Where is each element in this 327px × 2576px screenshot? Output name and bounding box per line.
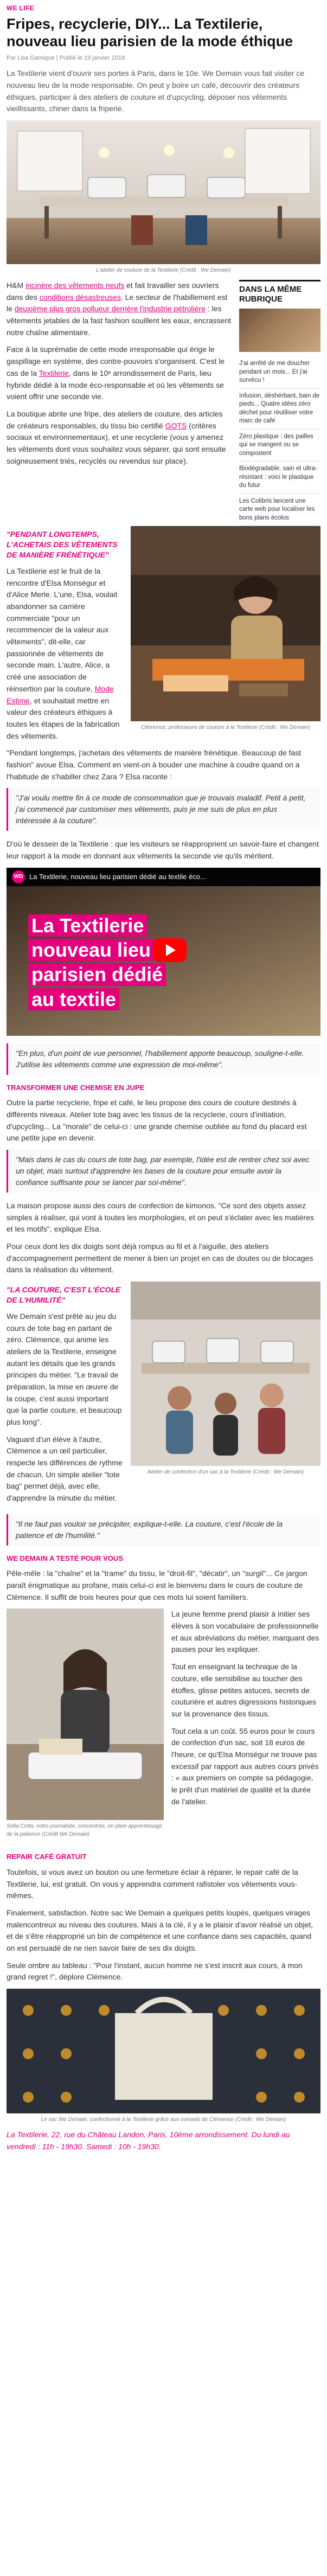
story-1-row [7, 526, 320, 747]
intro-with-sidebar [7, 280, 320, 526]
intro-paragraph-2 [7, 344, 232, 402]
photo-we-demain-bag [7, 1989, 320, 2113]
hero-photo-caption: L'atelier de couture de la Textilerie (Crédit : We Demain) [96, 267, 231, 274]
intro-p3-text-b: (critères sociaux et environnementaux), et une recyclerie (vous y amenez les vêtements dont vous souhaitez vous séparer, qui sont ensuite soigneusement triés, recyclés ou revendus sur place). [7, 421, 226, 465]
video-top-bar [7, 868, 320, 886]
section-4-paragraph-1: Toutefois, si vous avez un bouton ou une fermeture éclair à réparer, le repair café de la Textilerie, lui, est gratuit. On vous y apprendra comment rafistoler vos vêtements vous-mêmes. [7, 1867, 298, 1900]
channel-logo-icon[interactable]: WD [12, 870, 25, 883]
story-2-paragraph-1: We Demain s'est prêté au jeu du cours de tote bag en partant de zéro. Clémence, qui anime les ateliers de la Textilerie, enseigne autant les détails que les grands principes du métier. "Le travail de préparation, la mise en œuvre de la coupe, c'est aussi important que la partie couture, et beaucoup plus long". [7, 1311, 122, 1427]
sofia-sewing-illustration [7, 1609, 164, 1820]
intro-paragraph-1 [7, 280, 232, 338]
kimonos-paragraph: La maison propose aussi des cours de confection de kimonos. "Ce sont des objets assez simples à réaliser, qui vont à toutes les morphologies, et on peut s'éclater avec les matières et les motifs", explique Elsa. [7, 1201, 314, 1234]
quote-4: "Il ne faut pas vouloir se précipiter, explique-t-elle. La couture, c'est l'école de la patience et de l'humilité." [7, 1514, 320, 1546]
sidebar-heading: DANS LA MÊME RUBRIQUE [239, 285, 302, 304]
quote-2: "En plus, d'un point de vue personnel, l'habillement apporte beaucoup, souligne-t-elle. J'utilise les vêtements comme une expression de moi-même". [7, 1043, 320, 1075]
sofia-photo-caption: Sofia Cetta, notre journaliste, concentrée, en plein apprentissage de la patience (Crédit We Demain) [7, 1823, 163, 1838]
we-demain-bag-illustration [7, 1989, 320, 2113]
link-gots[interactable]: GOTS [165, 421, 187, 430]
story-1-p1-text-b: , et souhaitait mettre en valeur des créateurs éthiques à toutes les étapes de la fabrication des vêtements. [7, 696, 120, 740]
related-articles-sidebar [239, 280, 320, 526]
photo-sofia-journalist [7, 1609, 164, 1820]
video-intro-paragraph: D'où le dessein de la Textilerie : que les visiteurs se réapproprient un savoir-faire et changent leur rapport à la mode en donnant aux vêtements la seconde vie qu'ils méritent. [7, 840, 319, 861]
play-button-icon[interactable] [153, 938, 187, 962]
story-3-paragraph-3: Tout cela a un coût. 55 euros pour le cours de confection d'un sac, soit 18 euros de l'heure, ce qu'Elsa Monségur ne trouve pas excessif par rapport aux autres cours privés : « aux premiers on compte sa pédagogie, le prêt d'un matériel de qualité et la durée de l'atelier. [171, 1726, 319, 1806]
intro-column [7, 280, 232, 526]
pull-quote-2: "LA COUTURE, C'EST L'ÉCOLE DE L'HUMILITÉ" [7, 1285, 121, 1304]
link-textilerie[interactable]: Textilerie [39, 368, 69, 377]
video-overlay-title [28, 914, 166, 1013]
section-heading-teste: WE DEMAIN A TESTÉ POUR VOUS [7, 1554, 123, 1562]
quote-3: "Mais dans le cas du cours de tote bag, par exemple, l'idée est de rentrer chez soi avec un objet, mais surtout d'apprendre les bases de la couture pour ensuite avoir la confiance suffisante pour se lancer par soi-même". [7, 1150, 320, 1193]
sidebar-item-3[interactable]: Zéro plastique : des pailles qui se mangent ou se compostent [239, 430, 320, 462]
video-title-line-4: au textile [28, 988, 119, 1010]
sidebar-item-5[interactable]: Les Colibris lancent une carte web pour localiser les bons plans écolos [239, 494, 320, 527]
intro-p2-text-a: Face à la suprématie de cette mode irresponsable qui érige le gaspillage en système, des contre-pouvoirs s'organisent. C'est le cas de la [7, 345, 225, 377]
bag-photo-caption: Le sac We Demain, confectionné à la Textilerie grâce aux conseils de Clémence (Crédit : We Demain) [41, 2117, 286, 2123]
video-title-line-1: La Textilerie [28, 914, 147, 937]
footer-practical-info: La Textilerie, 22, rue du Château Landon, Paris, 10ème arrondissement. Du lundi au vendredi : 11h - 19h30. Samedi : 10h - 19h30. [7, 2130, 290, 2151]
pull-quote-1: "PENDANT LONGTEMPS, L'ACHETAIS DES VÊTEMENTS DE MANIÈRE FRÉNÉTIQUE" [7, 530, 118, 560]
link-pollueur[interactable]: deuxième plus gros pollueur derrière l'industrie pétrolière [14, 304, 206, 313]
story-3-photo-column [7, 1609, 164, 1844]
doigts-paragraph: Pour ceux dont les dix doigts sont déjà rompus au fil et à l'aiguille, des ateliers d'accompagnement permettent de mener à bien un projet en cas de doutes ou de blocages dans la réalisation du vêtement. [7, 1242, 313, 1274]
story-2-photo-column [131, 1281, 320, 1510]
article-lead: La Textilerie vient d'ouvrir ses portes à Paris, dans le 10e. We Demain vous fait visiter ce nouveau lieu de la mode responsable. On peut y boire un café, découvrir des créateurs éthiques, participer à des ateliers de couture et d'upcycling, déposer nos vêtements vieillissants, chiner dans la friperie. [7, 69, 305, 113]
hero-photo-sewing-atelier [7, 120, 320, 264]
sidebar-item-1[interactable]: J'ai arrêté de me doucher pendant un mois... Et j'ai survécu ! [239, 356, 320, 389]
link-mode-estime[interactable]: Mode Estime [7, 684, 114, 705]
section-3-paragraph: Pêle-mêle : la "chaîne" et la "trame" du tissu, le "droit-fil", "décatir", un "surgil"... Ce jargon paraît énigmatique au profane, mais celui-ci est le bienvenu dans le cours de couture de Clémence. Il suffit de trois heures pour que ces mots lui soient familiers. [7, 1569, 307, 1601]
photo-atelier-sac [131, 1281, 320, 1466]
story-2-row [7, 1281, 320, 1510]
link-incinere[interactable]: incinère des vêtements neufs [25, 281, 125, 290]
story-1-paragraph-2: "Pendant longtemps, j'achetais des vêtements de manière frénétique. Beaucoup de fast fashion" avoue Elsa. Comment en vient-on à bouder une machine à coudre quand on a l'habitude de s'habiller chez Zara ? Elsa raconte : [7, 748, 302, 781]
clemence-photo-caption: Clémence, professeure de couture à la Textilerie (Crédit : We Demain) [141, 725, 310, 731]
sidebar-item-4[interactable]: Biodégradable, sain et ultra-résistant : voici le plastique du futur [239, 462, 320, 494]
intro-p1-text-b: et fait travailler ses ouvriers dans des [7, 281, 219, 302]
story-1-text-column [7, 526, 123, 747]
video-embed[interactable] [7, 868, 320, 1036]
story-1-paragraph-1 [7, 566, 123, 742]
intro-p1-text-d: : les vêtements jetables de la fast fashion souillent les eaux, encrassent notre chaîne alimentaire. [7, 304, 232, 337]
video-title-line-2: nouveau lieu [28, 939, 154, 961]
intro-p3-text-a: La boutique abrite une fripe, des ateliers de couture, des articles de créateurs responsables, du tissu bio certifié [7, 409, 223, 430]
atelier-photo-caption: Atelier de confection d'un sac à la Textilerie (Crédit : We Demain) [147, 1469, 304, 1476]
section-heading-chemise: TRANSFORMER UNE CHEMISE EN JUPE [7, 1083, 145, 1092]
photo-clemence-teacher [131, 526, 320, 721]
story-3-paragraph-1: La jeune femme prend plaisir à initier ses élèves à son vocabulaire de professionnelle et aux abréviations du métier, marquant des pauses pour les expliquer. [171, 1610, 319, 1654]
story-3-text-column [171, 1609, 320, 1844]
intro-p1-text-a: H&M [7, 281, 25, 290]
intro-p2-text-b: , dans le 10ᵉ arrondissement de Paris, lieu hybride dédié à la mode éco-responsable et où les vêtements se voient offrir une seconde vie. [7, 368, 224, 401]
story-3-paragraph-2: Tout en enseignant la technique de la couture, elle sensibilise au toucher des étoffes, glisse petites astuces, secrets de couturière et autres digressions historiques sur la provenance des tissus. [171, 1662, 316, 1718]
link-conditions[interactable]: conditions désastreuses [39, 292, 121, 302]
sidebar-item-2[interactable]: Infusion, déshérbant, bain de pieds... Quatre idées zéro déchet pour réutiliser votre marc de café [239, 389, 320, 430]
sewing-atelier-illustration [7, 120, 320, 264]
video-title-line-3: parisien dédié [28, 963, 166, 985]
intro-paragraph-3 [7, 408, 232, 467]
clemence-teaching-illustration [131, 526, 320, 721]
quote-1: "J'ai voulu mettre fin à ce mode de consommation que je trouvais maladif. Petit à petit, j'ai commencé par customiser mes vêtements, puis je me suis de plus en plus intéressée à la couture". [7, 788, 320, 831]
atelier-sac-illustration [131, 1281, 320, 1466]
story-2-text-column [7, 1281, 123, 1510]
story-3-row [7, 1609, 320, 1844]
article-kicker[interactable]: WE LIFE [7, 4, 34, 12]
intro-p1-text-c: . Le secteur de l'habillement est le [7, 292, 228, 313]
video-top-label[interactable]: La Textilerie, nouveau lieu parisien dédié au textile éco... [29, 872, 206, 881]
article-byline: Par Lisa Garnique | Publié le 19 janvier 2018 [7, 54, 125, 61]
story-2-paragraph-2: Vaguant d'un élève à l'autre, Clémence a un œil particulier, respecte les différences de rythme de chacun. Un simple atelier "tote bag" permet déjà, avec elle, d'apprendre la minutie du métier. [7, 1434, 123, 1503]
story-1-photo-column [131, 526, 320, 747]
section-heading-repair: REPAIR CAFÉ GRATUIT [7, 1853, 87, 1861]
story-1-p1-text-a: La Textilerie est le fruit de la rencontre d'Elsa Monségur et d'Alice Merle. L'une, Elsa, voulait abandonner sa carrière commerciale "pour un recommencer de la valeur aux vêtements", dit-elle, car passionnée de vêtements de seconde main. L'autre, Alice, a créé une association de réinsertion par la couture, [7, 566, 118, 693]
sidebar-thumbnail[interactable] [239, 309, 320, 352]
section-2-paragraph: Outre la partie recyclerie, fripe et café, le lieu propose des cours de couture destinés à différents niveaux. Atelier tote bag avec les tissus de la recyclerie, cours d'initiation, d'upcycling... La "morale" de celui-ci : une grande chemise oubliée au fond du placard est une petite jupe en devenir. [7, 1098, 307, 1143]
section-4-paragraph-3: Seule ombre au tableau : "Pour l'instant, aucun homme ne s'est inscrit aux cours, à mon grand regret !", déplore Clémence. [7, 1960, 303, 1982]
article-title: Fripes, recyclerie, DIY... La Textilerie, nouveau lieu parisien de la mode éthique [7, 16, 293, 50]
section-4-paragraph-2: Finalement, satisfaction. Notre sac We Demain a quelques petits loupés, quelques virages malencontreux au niveau des coutures. Mais à la clé, il y a le plaisir d'avoir réalisé un objet, et de s'être réapproprié un bin de compétence et une confiance dans ses capacités, quand on est persuadé de ne rien savoir faire de ses dix doigts. [7, 1908, 313, 1953]
